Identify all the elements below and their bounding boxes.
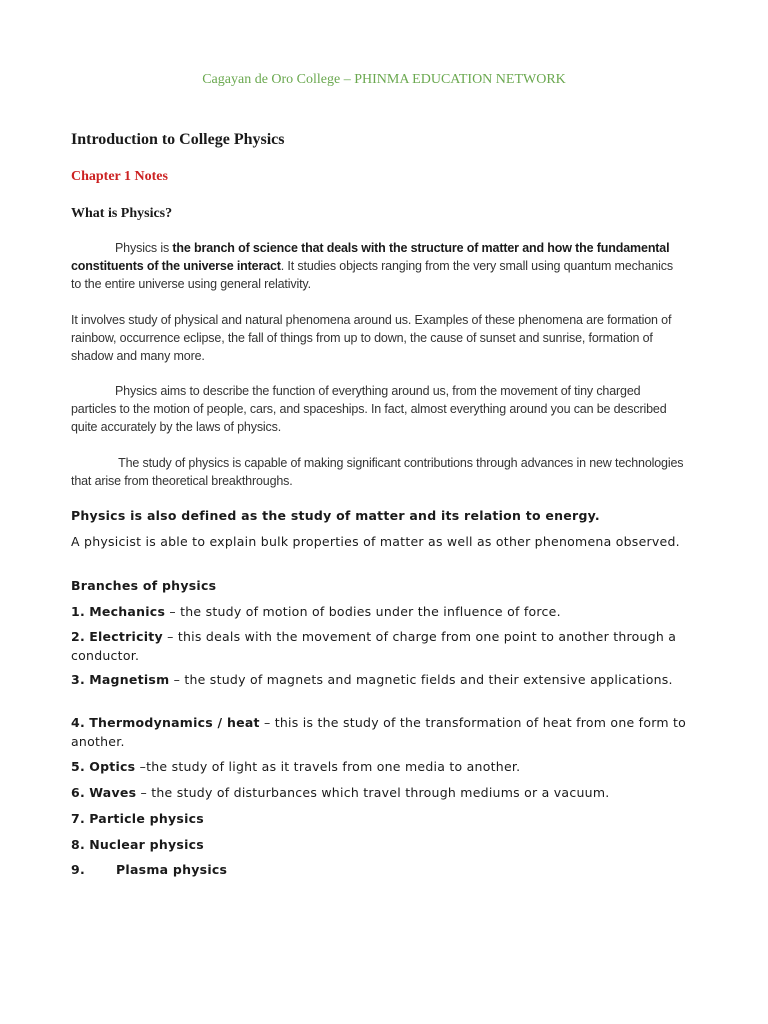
school-header: Cagayan de Oro College – PHINMA EDUCATION NETWORK	[202, 72, 566, 87]
paragraph-text: Physics is	[115, 241, 173, 255]
branch-item	[71, 860, 711, 879]
paragraph-phenomena: It involves study of physical and natural phenomena around us. Examples of these phenomena are formation of rainbow, occurrence eclipse, the fall of things from up to down, the cause of sunset and sunrise, formation of shadow and many more.	[71, 313, 672, 363]
branch-name: Electricity	[89, 629, 163, 644]
branch-description: – this deals with the movement of charge from one point to another through a conductor.	[71, 629, 677, 663]
branch-number: 2.	[71, 629, 85, 644]
branch-name: Waves	[89, 785, 137, 800]
paragraph-text: . It studies objects ranging from the very small using quantum mechanics to the entire universe using general relativity.	[71, 259, 673, 291]
paragraph-text: Physics aims to describe the function of everything around us, from the movement of tiny charged particles to the motion of people, cars, and spaceships. In fact, almost everything around you can be described quite accurately by the laws of physics.	[71, 384, 667, 434]
paragraph-definition	[71, 239, 686, 293]
branch-name: Mechanics	[89, 604, 166, 619]
paragraph-bold-text: the branch of science that deals with the structure of matter and how the fundamental constituents of the universe interact	[71, 241, 670, 273]
branches-heading: Branches of physics	[71, 578, 217, 593]
branch-item	[71, 809, 711, 828]
branch-item	[71, 627, 711, 665]
branch-item	[71, 670, 711, 689]
branch-name: Thermodynamics / heat	[89, 715, 260, 730]
branch-name: Plasma physics	[116, 862, 228, 877]
branch-number: 7.	[71, 811, 85, 826]
branch-number: 3.	[71, 672, 85, 687]
paragraph-text: The study of physics is capable of making significant contributions through advances in new technologies that arise from theoretical breakthroughs.	[71, 456, 684, 488]
branch-name: Particle physics	[89, 811, 204, 826]
branch-name: Magnetism	[89, 672, 170, 687]
branch-description: – the study of disturbances which travel through mediums or a vacuum.	[136, 785, 610, 800]
branch-number: 8.	[71, 837, 85, 852]
branch-number: 4.	[71, 715, 85, 730]
branch-item	[71, 713, 711, 751]
branch-description: – this is the study of the transformation of heat from one form to another.	[71, 715, 687, 749]
paragraph-contributions	[71, 454, 686, 490]
paragraph-aims	[71, 382, 686, 436]
branch-number: 5.	[71, 759, 85, 774]
branch-description: – the study of motion of bodies under the influence of force.	[165, 604, 561, 619]
branch-number: 1.	[71, 604, 85, 619]
branch-name: Nuclear physics	[89, 837, 204, 852]
branch-description: –the study of light as it travels from one media to another.	[135, 759, 521, 774]
document-title: Introduction to College Physics	[71, 131, 285, 148]
branch-item	[71, 757, 711, 776]
branch-name: Optics	[89, 759, 136, 774]
branch-item	[71, 783, 711, 802]
branch-number: 6.	[71, 785, 85, 800]
branch-item	[71, 602, 711, 621]
branch-item	[71, 835, 711, 854]
branch-number: 9.	[71, 862, 85, 877]
chapter-heading: Chapter 1 Notes	[71, 169, 168, 184]
branch-description: – the study of magnets and magnetic fields and their extensive applications.	[169, 672, 673, 687]
definition-line: Physics is also defined as the study of matter and its relation to energy.	[71, 508, 600, 523]
section-question: What is Physics?	[71, 206, 173, 221]
physicist-paragraph: A physicist is able to explain bulk properties of matter as well as other phenomena observed.	[71, 534, 680, 549]
